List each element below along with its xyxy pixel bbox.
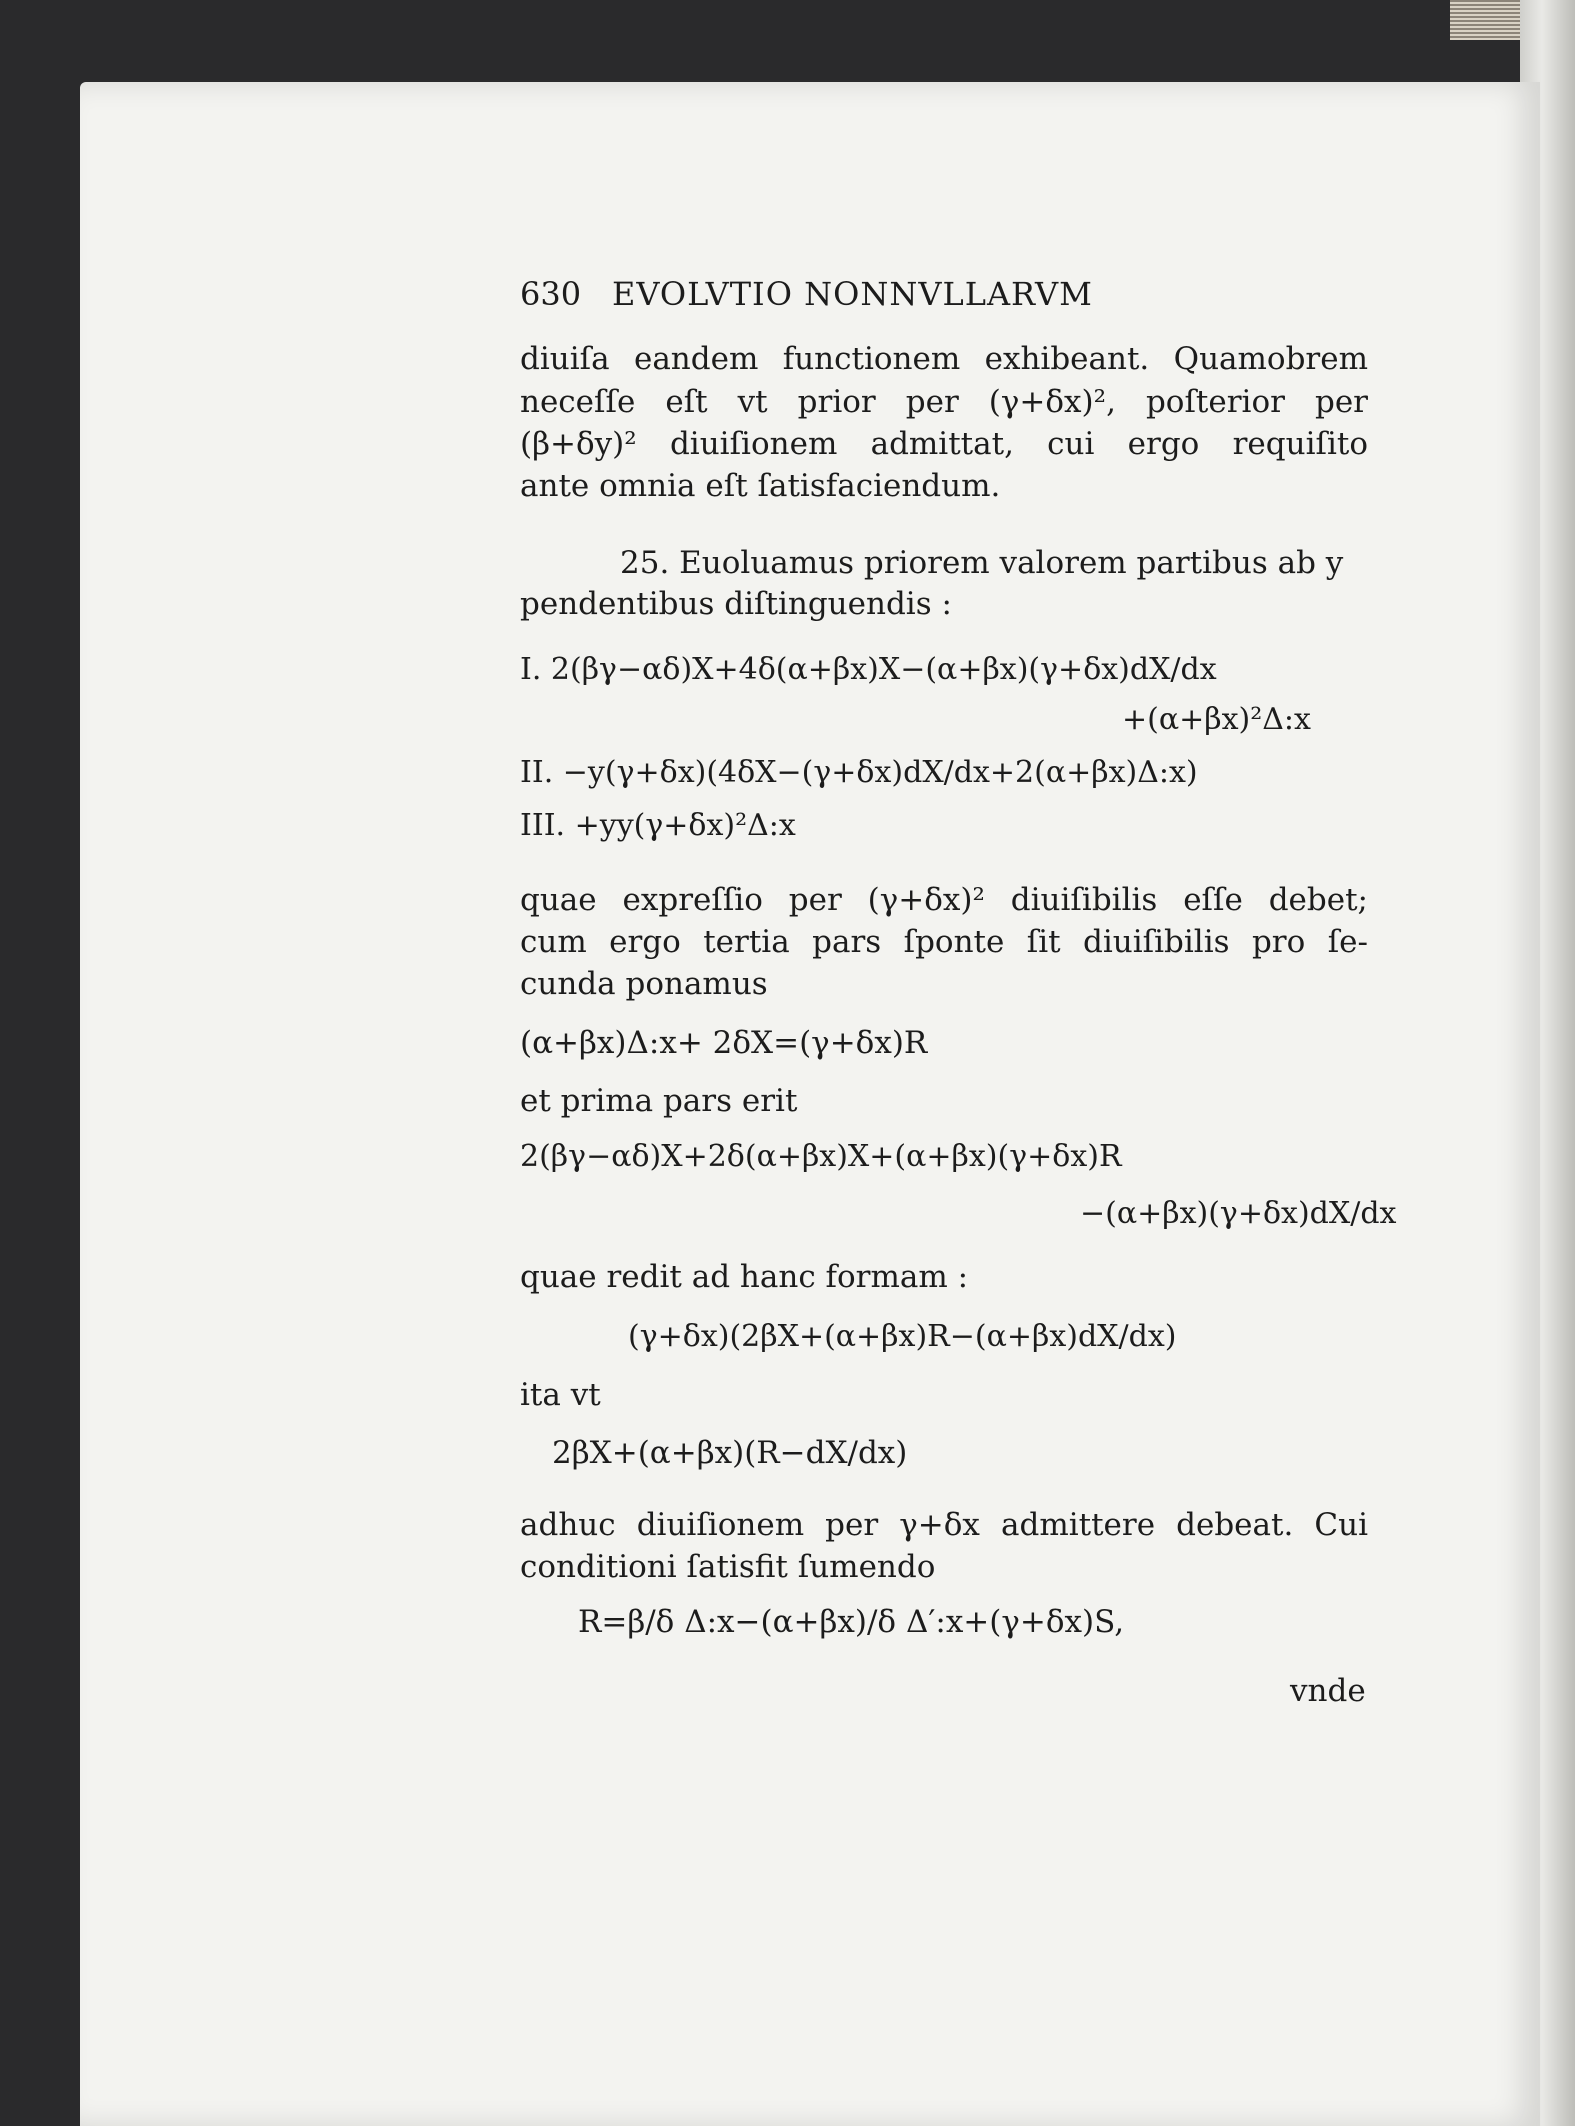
equation-r-definition: (α+βx)Δ:x+ 2δX=(γ+δx)R [520,1025,928,1061]
catchword: vnde [1290,1673,1366,1709]
text-line: diuiſa eandem functionem exhibeant. Quamobrem [520,341,1368,377]
text-line: adhuc diuiſionem per γ+δx admittere debeat. Cui [520,1507,1368,1543]
equation-line-i: I. 2(βγ−αδ)X+4δ(α+βx)X−(α+βx)(γ+δx)dX/dx [520,652,1217,687]
equation-remainder: 2βX+(α+βx)(R−dX/dx) [552,1435,908,1471]
text-line: neceſſe eſt vt prior per (γ+δx)², poſterior per [520,384,1368,420]
equation-form: (γ+δx)(2βX+(α+βx)R−(α+βx)dX/dx) [628,1319,1177,1354]
text-line: et prima pars erit [520,1083,798,1119]
equation-first-part: 2(βγ−αδ)X+2δ(α+βx)X+(α+βx)(γ+δx)R [520,1139,1122,1174]
equation-first-part-cont: −(α+βx)(γ+δx)dX/dx [1080,1196,1397,1231]
equation-line-ii: II. −y(γ+δx)(4δX−(γ+δx)dX/dx+2(α+βx)Δ:x) [520,755,1198,790]
text-line: ita vt [520,1377,601,1413]
equation-line-i-cont: +(α+βx)²Δ:x [1122,702,1311,737]
section-heading-line: 25. Euoluamus priorem valorem partibus ab y [620,545,1344,581]
text-line: ante omnia eſt ſatisfaciendum. [520,468,1001,504]
equation-r-solution: R=β/δ Δ:x−(α+βx)/δ Δ′:x+(γ+δx)S, [578,1604,1125,1640]
text-line: cunda ponamus [520,966,768,1002]
text-line: conditioni ſatisfit ſumendo [520,1549,936,1585]
running-title: EVOLVTIO NONNVLLARVM [612,275,1093,313]
text-line: quae redit ad hanc formam : [520,1259,969,1295]
page-header [520,275,1093,313]
text-line: quae expreſſio per (γ+δx)² diuiſibilis eſſe debet; [520,882,1368,918]
equation-line-iii: III. +yy(γ+δx)²Δ:x [520,808,796,843]
text-line: cum ergo tertia pars ſponte ſit diuiſibilis pro ſe- [520,924,1368,960]
text-line: pendentibus diſtinguendis : [520,586,952,622]
page-number: 630 [520,275,582,313]
text-line: (β+δy)² diuiſionem admittat, cui ergo requiſito [520,426,1368,462]
book-page [80,82,1540,2126]
